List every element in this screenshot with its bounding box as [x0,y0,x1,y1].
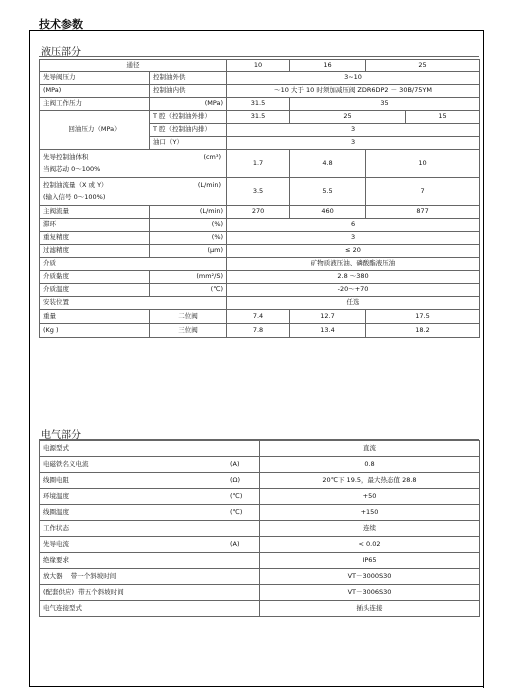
electrical-value: 连续 [260,521,480,537]
hysteresis-value: 6 [227,219,480,232]
table-row [40,553,480,569]
table-row [40,206,480,219]
electrical-unit: (℃) [230,491,243,500]
electrical-label-cell [40,473,260,489]
table-row [40,521,480,537]
repeatability-label: 重复精度 [40,232,150,245]
filtration-unit: (μm) [150,245,227,258]
electrical-label: (配套供应) 带五个斜坡时间 [43,587,124,596]
electrical-value: 0.8 [260,457,480,473]
control-flow-16: 5.5 [290,178,366,206]
electrical-label: 环境温度 [43,491,69,500]
weight-unit: (Kg ) [40,324,150,338]
electrical-label: 电源型式 [43,443,69,452]
main-flow-unit: (L/min) [150,206,227,219]
table-row [40,585,480,601]
weight-two-pos-label: 二位阀 [150,310,227,324]
table-row [40,601,480,617]
control-flow-unit: (L/min) [197,180,222,189]
electrical-label-cell [40,553,260,569]
temperature-unit: (℃) [150,284,227,297]
control-flow-label1: 控制油流量（X 或 Y） [43,180,108,189]
page-title: 技术参数 [39,18,83,31]
viscosity-value: 2.8 ～380 [227,271,480,284]
table-row [40,441,480,457]
medium-value: 矿物质液压油、磷酸酯液压油 [227,258,480,271]
table-row [40,178,480,206]
table-row [40,98,480,111]
electrical-label: 线圈电阻 [43,475,69,484]
electrical-unit: (℃) [230,507,243,516]
pilot-volume-label [40,150,227,178]
y-port-value: 3 [227,137,480,150]
electrical-label: 电气连接型式 [43,603,82,612]
page-left-rule [29,30,30,686]
pilot-volume-label1: 先导控制油体积 [43,152,89,161]
pilot-volume-25: 10 [366,150,480,178]
mounting-value: 任选 [227,297,480,310]
weight-three-pos-25: 18.2 [366,324,480,338]
filtration-label: 过滤精度 [40,245,150,258]
t-ext-label: T 腔（控制油外排） [150,111,227,124]
electrical-value: 插头连接 [260,601,480,617]
hydraulic-section-title: 液压部分 [41,47,81,58]
weight-two-pos-16: 12.7 [290,310,366,324]
control-flow-label2: (输入信号 0～100%) [43,192,106,201]
electrical-unit: (A) [230,459,240,468]
filtration-value: ≤ 20 [227,245,480,258]
electrical-value: 20℃下 19.5，最大热态值 28.8 [260,473,480,489]
pilot-ext-label: 控制油外供 [150,72,227,85]
pilot-pressure-label: 先导阀压力 [40,72,150,85]
control-flow-label [40,178,227,206]
mounting-label: 安装位置 [40,297,227,310]
electrical-label: 先导电流 [43,539,69,548]
repeatability-unit: (%) [150,232,227,245]
table-row [40,310,480,324]
header-label: 通径 [40,60,227,72]
electrical-label: 电磁铁名义电流 [43,459,89,468]
repeatability-value: 3 [227,232,480,245]
page-bottom-rule [29,686,483,687]
medium-label: 介质 [40,258,227,271]
electrical-label: 放大器 带一个斜坡时间 [43,571,117,580]
main-pressure-unit: (MPa) [150,98,227,111]
pilot-int-value: ～10 大于 10 时须加减压阀 ZDR6DP2 － 30B/75YM [227,85,480,98]
hydraulic-table [39,59,480,338]
table-row [40,111,480,124]
hydraulic-section-rule [39,56,479,57]
page-right-rule [483,30,484,688]
electrical-table [39,440,480,617]
electrical-label: 线圈温度 [43,507,69,516]
electrical-label: 绝缘要求 [43,555,69,564]
table-row [40,271,480,284]
t-int-value: 3 [227,124,480,137]
page-top-rule [29,30,483,31]
electrical-label-cell [40,521,260,537]
weight-three-pos-10: 7.8 [227,324,290,338]
table-row [40,245,480,258]
electrical-value: < 0.02 [260,537,480,553]
electrical-label-cell [40,505,260,521]
electrical-label-cell [40,601,260,617]
main-flow-10: 270 [227,206,290,219]
control-flow-10: 3.5 [227,178,290,206]
electrical-value: VT－3006S30 [260,585,480,601]
t-ext-32: 15 [406,111,480,124]
electrical-label-cell [40,569,260,585]
header-col-16: 16 [290,60,366,72]
electrical-unit: (Ω) [230,475,241,484]
table-row [40,473,480,489]
control-flow-25: 7 [366,178,480,206]
electrical-value: +50 [260,489,480,505]
main-flow-label: 主阀流量 [40,206,150,219]
table-row [40,324,480,338]
table-row [40,569,480,585]
t-ext-16-25: 25 [290,111,406,124]
electrical-label: 工作状态 [43,523,69,532]
table-row [40,72,480,85]
t-ext-10: 31.5 [227,111,290,124]
t-int-label: T 腔（控制油内排） [150,124,227,137]
electrical-label-cell [40,585,260,601]
electrical-label-cell [40,537,260,553]
table-row [40,457,480,473]
header-col-25: 25 [366,60,480,72]
main-pressure-10: 31.5 [227,98,290,111]
table-row [40,537,480,553]
main-pressure-label: 主阀工作压力 [40,98,150,111]
hysteresis-unit: (%) [150,219,227,232]
electrical-value: IP65 [260,553,480,569]
weight-label: 重量 [40,310,150,324]
weight-three-pos-16: 13.4 [290,324,366,338]
electrical-section-title: 电气部分 [41,430,81,441]
pilot-ext-value: 3~10 [227,72,480,85]
table-row [40,85,480,98]
electrical-label-cell [40,489,260,505]
weight-two-pos-25: 17.5 [366,310,480,324]
table-row [40,232,480,245]
pilot-pressure-unit: (MPa) [40,85,150,98]
weight-two-pos-10: 7.4 [227,310,290,324]
viscosity-label: 介质黏度 [40,271,150,284]
pilot-int-label: 控制油内供 [150,85,227,98]
header-col-10: 10 [227,60,290,72]
electrical-value: VT－3000S30 [260,569,480,585]
table-row [40,505,480,521]
pilot-volume-10: 1.7 [227,150,290,178]
main-pressure-rest: 35 [290,98,480,111]
temperature-label: 介质温度 [40,284,150,297]
main-flow-25: 877 [366,206,480,219]
table-row [40,258,480,271]
electrical-unit: (A) [230,539,240,548]
viscosity-unit: (mm²/S) [150,271,227,284]
weight-three-pos-label: 三位阀 [150,324,227,338]
electrical-label-cell [40,457,260,473]
electrical-value: 直流 [260,441,480,457]
table-row [40,284,480,297]
pilot-volume-unit: (cm³) [203,152,222,161]
pilot-volume-16: 4.8 [290,150,366,178]
temperature-value: -20～+70 [227,284,480,297]
table-row [40,297,480,310]
table-row [40,150,480,178]
back-pressure-label: 回油压力（MPa） [40,111,150,150]
main-flow-16: 460 [290,206,366,219]
electrical-value: +150 [260,505,480,521]
pilot-volume-label2: 当阀芯动 0～100% [43,164,101,173]
table-row [40,219,480,232]
hysteresis-label: 滞环 [40,219,150,232]
table-row [40,489,480,505]
y-port-label: 油口（Y） [150,137,227,150]
electrical-label-cell [40,441,260,457]
table-row [40,60,480,72]
